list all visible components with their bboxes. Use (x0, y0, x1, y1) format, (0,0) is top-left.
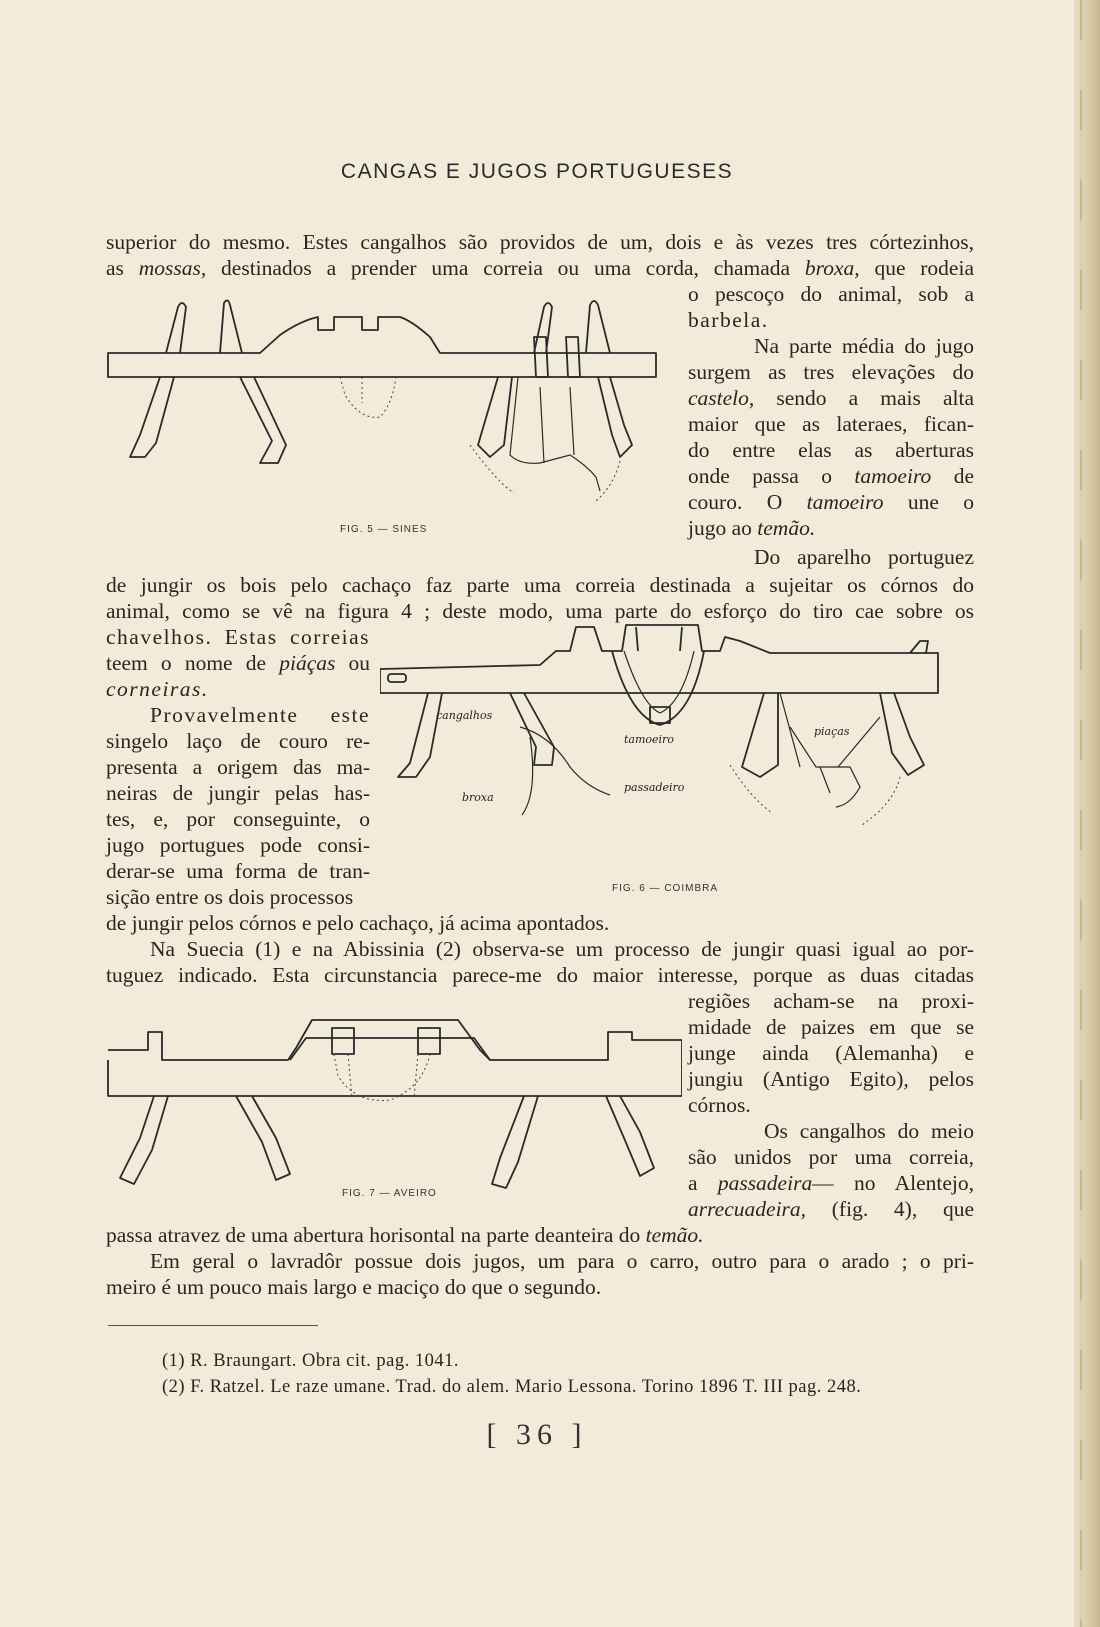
figure-6-caption: FIG. 6 — COIMBRA (612, 883, 719, 894)
footnote-2: (2) F. Ratzel. Le raze umane. Trad. do alem. Mario Lessona. Torino 1896 T. III pag. 248. (162, 1377, 862, 1397)
body-line: junge ainda (Alemanha) e (688, 1041, 974, 1065)
body-line: jungiu (Antigo Egito), pelos (688, 1067, 974, 1091)
body-line: Provavelmente este (150, 703, 370, 727)
body-line: chavelhos. Estas correias (106, 625, 370, 649)
body-line: singelo laço de couro re- (106, 729, 370, 753)
body-line: presenta a origem das ma- (106, 755, 370, 779)
figure-6-label-cangalhos: cangalhos (436, 709, 493, 722)
figure-6-label-piacas: piaças (814, 725, 850, 738)
body-line: jugo portugues pode consi- (106, 833, 370, 857)
body-line: regiões acham-se na proxi- (688, 989, 974, 1013)
figure-7-yoke-drawing (100, 1008, 682, 1198)
body-line: derar-se uma forma de tran- (106, 859, 370, 883)
body-line: onde passa o tamoeiro de (688, 464, 974, 488)
figure-5-yoke-drawing (100, 295, 670, 535)
body-line: jugo ao temão. (688, 516, 816, 540)
body-line: barbela. (688, 308, 769, 332)
body-line: superior do mesmo. Estes cangalhos são providos de um, dois e às vezes tres córtezinhos, (106, 230, 974, 254)
page-number: [ 36 ] (486, 1418, 588, 1451)
body-line: Na Suecia (1) e na Abissinia (2) observa-se um processo de jungir quasi igual ao por- (150, 937, 974, 961)
body-line: maior que as lateraes, fican- (688, 412, 974, 436)
running-header: CANGAS E JUGOS PORTUGUESES (340, 160, 734, 183)
body-line: arrecuadeira, (fig. 4), que (688, 1197, 974, 1221)
body-line: a passadeira— no Alentejo, (688, 1171, 974, 1195)
body-line: animal, como se vê na figura 4 ; deste modo, uma parte do esforço do tiro cae sobre os (106, 599, 974, 623)
figure-6-label-passadeiro: passadeiro (624, 781, 685, 794)
body-line: de jungir pelos córnos e pelo cachaço, já acima apontados. (106, 911, 610, 935)
figure-5-caption: FIG. 5 — SINES (340, 524, 428, 535)
body-line: Na parte média do jugo (754, 334, 974, 358)
body-line: meiro é um pouco mais largo e maciço do que o segundo. (106, 1275, 602, 1299)
body-line: do entre elas as aberturas (688, 438, 974, 462)
body-line: as mossas, destinados a prender uma correia ou uma corda, chamada broxa, que rodeia (106, 256, 974, 280)
body-line: castelo, sendo a mais alta (688, 386, 974, 410)
body-line: de jungir os bois pelo cachaço faz parte uma correia destinada a sujeitar os córnos do (106, 573, 974, 597)
body-line: couro. O tamoeiro une o (688, 490, 974, 514)
body-line: são unidos por uma correia, (688, 1145, 974, 1169)
body-line: Os cangalhos do meio (764, 1119, 974, 1143)
body-line: córnos. (688, 1093, 751, 1117)
figure-6-label-broxa: broxa (462, 791, 494, 804)
body-line: corneiras. (106, 677, 209, 701)
page-edge (1074, 0, 1100, 1627)
footnote-rule (108, 1325, 318, 1326)
figure-6-yoke-drawing (380, 617, 980, 842)
body-line: Do aparelho portuguez (754, 545, 974, 569)
figure-7-caption: FIG. 7 — AVEIRO (342, 1188, 437, 1199)
body-line: midade de paizes em que se (688, 1015, 974, 1039)
body-line: Em geral o lavradôr possue dois jugos, um para o carro, outro para o arado ; o pri- (150, 1249, 974, 1273)
body-line: passa atravez de uma abertura horisontal na parte deanteira do temão. (106, 1223, 704, 1247)
body-line: surgem as tres elevações do (688, 360, 974, 384)
body-line: tes, e, por conseguinte, o (106, 807, 370, 831)
body-line: tuguez indicado. Esta circunstancia parece-me do maior interesse, porque as duas citadas (106, 963, 974, 987)
body-line: sição entre os dois processos (106, 885, 354, 909)
body-line: neiras de jungir pelas has- (106, 781, 370, 805)
footnote-1: (1) R. Braungart. Obra cit. pag. 1041. (162, 1351, 459, 1371)
figure-6-label-tamoeiro: tamoeiro (624, 733, 674, 746)
body-line: teem o nome de piáças ou (106, 651, 371, 675)
body-line: o pescoço do animal, sob a (688, 282, 974, 306)
